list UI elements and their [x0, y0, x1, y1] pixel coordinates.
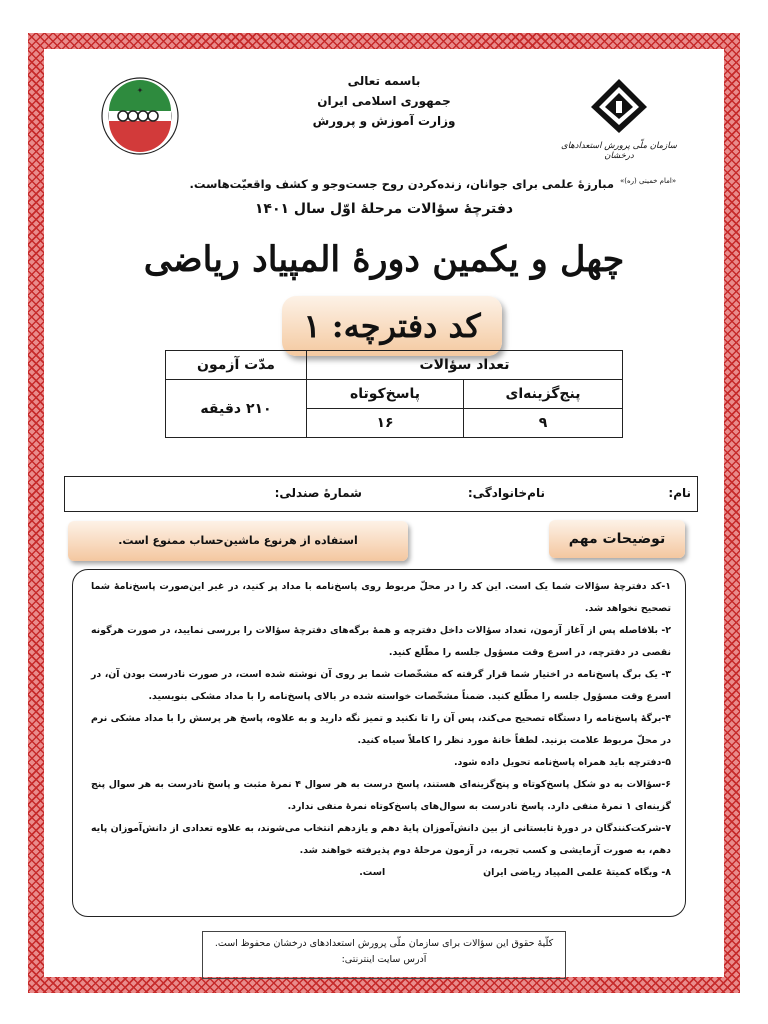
main-title: چهل و یکمین دورۀ المپیاد ریاضی: [143, 239, 625, 280]
header-line-2: جمهوری اسلامی ایران: [317, 94, 451, 108]
organization-emblem-icon: [589, 77, 649, 135]
exam-info-table: [165, 350, 623, 438]
questions-count-header: تعداد سؤالات: [307, 351, 623, 380]
rule-item: ۱-کد دفترچۀ سؤالات شما یک است. این کد را در محلّ مربوط روی پاسخ‌نامه با مداد پر کنید، در غیر این‌صورت پاسخ‌نامۀ شما تصحیح نخواهد شد.: [91, 581, 671, 614]
copyright-box: [202, 931, 566, 979]
seat-number-label: شمارۀ صندلی:: [274, 486, 362, 500]
booklet-code-box: کد دفترچه: ۱: [282, 296, 502, 356]
important-notes-label: توضیحات مهم: [549, 520, 685, 558]
calculator-note: استفاده از هرنوع ماشین‌حساب ممنوع است.: [68, 521, 408, 561]
header-line-3: وزارت آموزش و پرورش: [312, 114, 456, 128]
student-info-box: [64, 476, 698, 512]
short-answer-header: پاسخ‌کوتاه: [307, 380, 464, 409]
rule-item: ۷-شرکت‌کنندگان در دورۀ تابستانی از بین دانش‌آموزان پایۀ دهم و یازدهم انتخاب می‌شوند، به علاوه تعدادی از دانش‌آموزان پایه دهم، به صورت آزمایشی و کسب تجربه، در آزمون مرحلۀ دوم پذیرفته خواهند شد.: [91, 823, 671, 856]
rules-list: [73, 570, 685, 884]
svg-text:✦: ✦: [136, 86, 144, 95]
organization-logo: [554, 77, 684, 161]
first-name-label: نام:: [668, 486, 691, 500]
rule-item: ۲- بلافاصله پس از آغاز آزمون، تعداد سؤالات داخل دفترچه و همۀ برگه‌های دفترچۀ سؤالات را بررسی نمایید، در صورت هرگونه نقصی در دفترچه، در اسرع وقت مسؤول جلسه را مطّلع کنید.: [91, 625, 671, 658]
rules-box: [72, 569, 686, 917]
copyright-line-2: آدرس سایت اینترنتی:: [341, 954, 427, 965]
quote-source: «امام خمینی (ره)»: [620, 177, 677, 185]
header-line-1: باسمه تعالی: [347, 74, 421, 88]
booklet-title: دفترچۀ سؤالات مرحلۀ اوّل سال ۱۴۰۱: [254, 201, 514, 217]
multiple-choice-count: ۹: [464, 409, 623, 438]
organization-name: سازمان ملّی پرورش استعدادهای درخشان: [561, 141, 677, 161]
quote-text: مبارزۀ علمی برای جوانان، زنده‌کردن روح جست‌وجو و کشف واقعیّت‌هاست.: [189, 177, 614, 191]
duration-value: ۲۱۰ دقیقه: [166, 380, 307, 438]
copyright-line-1: کلّیۀ حقوق این سؤالات برای سازمان ملّی پرورش استعدادهای درخشان محفوظ است.: [214, 938, 554, 949]
short-answer-count: ۱۶: [307, 409, 464, 438]
rule-item: ۳- یک برگ پاسخ‌نامه در اختیار شما قرار گرفته که مشخّصات شما بر روی آن نوشته شده است، در صورت نادرست بودن آن، در اسرع وقت مسؤول جلسه را مطّلع کنید. ضمناً مشخّصات خواسته شده در بالای پاسخ‌نامه را با مداد مشکی بنویسید.: [91, 669, 671, 702]
rule-item: ۶-سؤالات به دو شکل پاسخ‌کوتاه و پنج‌گزینه‌ای هستند، پاسخ درست به هر سوال ۴ نمرۀ مثبت و پاسخ نادرست به هر سوال پنج گزینه‌ای ۱ نمرۀ منفی دارد. پاسخ نادرست به سوال‌های پاسخ‌کوتاه نمرۀ منفی ندارد.: [91, 779, 671, 812]
duration-header: مدّت آزمون: [166, 351, 307, 380]
rule-item: ۵-دفترچه باید همراه پاسخ‌نامه تحویل داده شود.: [453, 757, 671, 768]
rule-item: ۸- وبگاه کمیتۀ علمی المپیاد ریاضی ایران است.: [359, 867, 671, 878]
last-name-label: نام‌خانوادگی:: [467, 486, 545, 500]
multiple-choice-header: پنج‌گزینه‌ای: [464, 380, 623, 409]
page-content: [44, 49, 724, 977]
rule-item: ۴-برگۀ پاسخ‌نامه را دستگاه تصحیح می‌کند، پس آن را تا نکنید و تمیز نگه دارید و به علاوه، پاسخ هر پرسش را با مداد مشکی نرم در محلّ مربوط علامت بزنید. لطفاً خانۀ مورد نظر را کاملاً سیاه کنید.: [91, 713, 671, 746]
page-border: [28, 33, 740, 993]
